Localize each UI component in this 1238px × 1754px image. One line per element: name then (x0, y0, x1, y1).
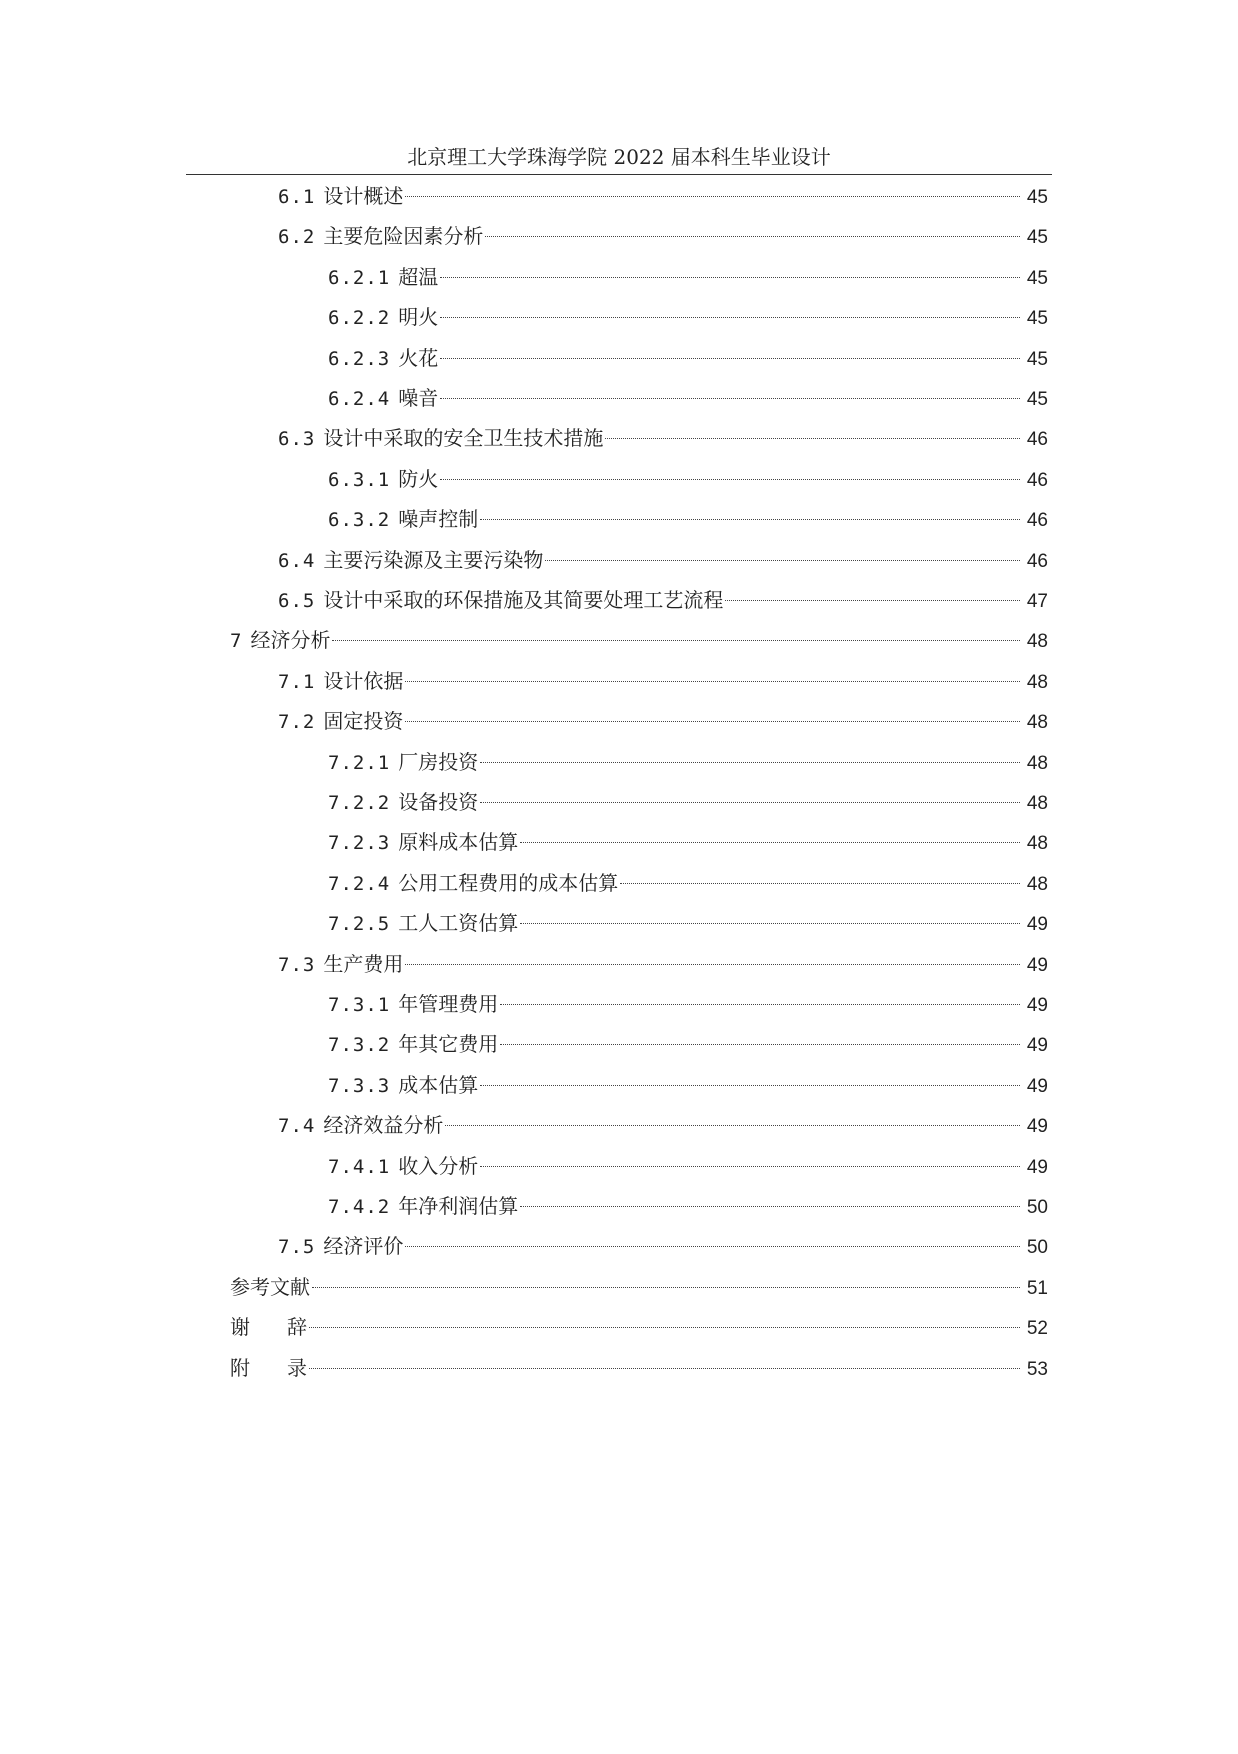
toc-entry-number: 6.2.4 (328, 388, 391, 410)
toc-entry-title: 生产费用 (323, 952, 404, 976)
toc-entry-title: 厂房投资 (398, 750, 479, 774)
dot-leader (520, 842, 1020, 843)
toc-entry[interactable] (328, 984, 1048, 1024)
toc-entry-page-number: 48 (1026, 631, 1048, 652)
toc-entry-number: 6.3.1 (328, 469, 391, 491)
toc-entry-number: 7.4.2 (328, 1196, 391, 1218)
toc-entry-number: 7.2.5 (328, 913, 391, 935)
toc-entry[interactable] (278, 580, 1048, 620)
toc-entry[interactable] (328, 822, 1048, 862)
toc-entry[interactable] (328, 1024, 1048, 1064)
toc-entry-page-number: 45 (1026, 389, 1048, 410)
toc-entry[interactable] (278, 1226, 1048, 1266)
toc-entry-title: 防火 (398, 467, 439, 491)
toc-entry[interactable] (328, 903, 1048, 943)
toc-entry[interactable] (328, 742, 1048, 782)
toc-entry-title: 经济效益分析 (323, 1113, 444, 1137)
toc-entry-page-number: 50 (1026, 1197, 1048, 1218)
dot-leader (312, 1287, 1020, 1288)
toc-entry-title: 参考文献 (230, 1275, 310, 1299)
dot-leader (725, 600, 1020, 601)
dot-leader (500, 1004, 1020, 1005)
toc-entry-title: 噪音 (398, 386, 439, 410)
toc-entry-number: 7.3 (278, 954, 316, 976)
toc-entry-number: 6.2.2 (328, 307, 391, 329)
toc-entry-page-number: 48 (1026, 672, 1048, 693)
dot-leader (332, 640, 1020, 641)
dot-leader (440, 317, 1020, 318)
toc-entry-page-number: 49 (1026, 1035, 1048, 1056)
toc-entry-page-number: 49 (1026, 1116, 1048, 1137)
toc-entry[interactable] (230, 1307, 1048, 1347)
toc-entry-page-number: 45 (1026, 308, 1048, 329)
toc-entry-number: 7.3.3 (328, 1075, 391, 1097)
toc-entry-title: 工人工资估算 (398, 911, 519, 935)
toc-entry-title: 设计概述 (323, 184, 404, 208)
dot-leader (520, 923, 1020, 924)
toc-entry[interactable] (328, 257, 1048, 297)
toc-entry-number: 7.5 (278, 1236, 316, 1258)
dot-leader (520, 1206, 1020, 1207)
toc-entry-title: 火花 (398, 346, 439, 370)
toc-entry[interactable] (328, 1065, 1048, 1105)
dot-leader (445, 1125, 1020, 1126)
dot-leader (480, 762, 1020, 763)
dot-leader (620, 883, 1020, 884)
toc-entry-title: 经济分析 (250, 628, 331, 652)
toc-entry-page-number: 49 (1026, 995, 1048, 1016)
toc-entry-number: 7 (230, 630, 243, 652)
toc-entry-number: 7.2 (278, 711, 316, 733)
toc-entry[interactable] (278, 216, 1048, 256)
dot-leader (405, 1246, 1020, 1247)
dot-leader (500, 1044, 1020, 1045)
toc-entry-number: 6.2 (278, 226, 316, 248)
toc-entry-number: 7.3.1 (328, 994, 391, 1016)
toc-entry-number: 6.5 (278, 590, 316, 612)
toc-entry-page-number: 47 (1026, 591, 1048, 612)
toc-entry-page-number: 46 (1026, 470, 1048, 491)
dot-leader (309, 1327, 1020, 1328)
toc-entry[interactable] (328, 499, 1048, 539)
toc-entry[interactable] (278, 1105, 1048, 1145)
toc-entry-title: 年管理费用 (398, 992, 499, 1016)
toc-entry-title: 设计中采取的环保措施及其简要处理工艺流程 (323, 588, 724, 612)
toc-entry[interactable] (328, 1146, 1048, 1186)
toc-entry[interactable] (278, 944, 1048, 984)
toc-entry[interactable] (278, 701, 1048, 741)
toc-entry-number: 6.4 (278, 550, 316, 572)
toc-entry-title: 主要污染源及主要污染物 (323, 548, 544, 572)
toc-entry-number: 7.2.2 (328, 792, 391, 814)
toc-entry-page-number: 49 (1026, 1076, 1048, 1097)
toc-entry-title: 经济评价 (323, 1234, 404, 1258)
toc-entry-number: 7.2.1 (328, 752, 391, 774)
toc-entry-number: 7.1 (278, 671, 316, 693)
toc-entry-title: 主要危险因素分析 (323, 224, 484, 248)
toc-entry-number: 6.3 (278, 428, 316, 450)
toc-entry-title: 附录 (230, 1356, 344, 1380)
toc-entry-page-number: 49 (1026, 914, 1048, 935)
dot-leader (405, 681, 1020, 682)
toc-entry-title: 收入分析 (398, 1154, 479, 1178)
toc-entry-title: 超温 (398, 265, 439, 289)
dot-leader (480, 1085, 1020, 1086)
toc-entry[interactable] (328, 1186, 1048, 1226)
toc-entry[interactable] (278, 661, 1048, 701)
toc-entry-page-number: 46 (1026, 510, 1048, 531)
toc-entry[interactable] (328, 863, 1048, 903)
toc-entry-number: 7.2.3 (328, 832, 391, 854)
toc-entry-number: 6.2.3 (328, 348, 391, 370)
dot-leader (440, 358, 1020, 359)
dot-leader (440, 277, 1020, 278)
toc-entry-title: 明火 (398, 305, 439, 329)
toc-entry[interactable] (230, 1267, 1048, 1307)
toc-entry[interactable] (328, 378, 1048, 418)
toc-entry-title: 年其它费用 (398, 1032, 499, 1056)
toc-entry-title: 年净利润估算 (398, 1194, 519, 1218)
dot-leader (405, 964, 1020, 965)
toc-entry-page-number: 45 (1026, 187, 1048, 208)
toc-entry-title: 噪声控制 (398, 507, 479, 531)
toc-entry-number: 6.2.1 (328, 267, 391, 289)
toc-entry-title: 固定投资 (323, 709, 404, 733)
dot-leader (309, 1368, 1020, 1369)
dot-leader (440, 479, 1020, 480)
toc-entry-number: 7.4.1 (328, 1156, 391, 1178)
toc-entry-number: 6.3.2 (328, 509, 391, 531)
toc-entry-number: 7.3.2 (328, 1034, 391, 1056)
dot-leader (440, 398, 1020, 399)
toc-entry-number: 7.4 (278, 1115, 316, 1137)
toc-entry-title: 设备投资 (398, 790, 479, 814)
toc-entry-number: 6.1 (278, 186, 316, 208)
dot-leader (405, 196, 1020, 197)
toc-entry-title: 原料成本估算 (398, 830, 519, 854)
toc-entry-page-number: 45 (1026, 227, 1048, 248)
dot-leader (480, 802, 1020, 803)
toc-entry[interactable] (278, 176, 1048, 216)
dot-leader (480, 519, 1020, 520)
toc-entry-page-number: 48 (1026, 833, 1048, 854)
toc-entry[interactable] (230, 620, 1048, 660)
dot-leader (480, 1166, 1020, 1167)
toc-entry[interactable] (328, 459, 1048, 499)
toc-entry-page-number: 49 (1026, 1157, 1048, 1178)
page-header: 北京理工大学珠海学院 2022 届本科生毕业设计 (186, 144, 1052, 175)
toc-entry-title: 设计中采取的安全卫生技术措施 (323, 426, 604, 450)
toc-entry-page-number: 45 (1026, 268, 1048, 289)
dot-leader (485, 236, 1020, 237)
toc-entry-page-number: 52 (1026, 1318, 1048, 1339)
toc-entry[interactable] (328, 297, 1048, 337)
toc-entry-number: 7.2.4 (328, 873, 391, 895)
toc-entry-title: 成本估算 (398, 1073, 479, 1097)
toc-entry-page-number: 53 (1026, 1359, 1048, 1380)
toc-entry[interactable] (328, 782, 1048, 822)
toc-entry-page-number: 51 (1026, 1278, 1048, 1299)
toc-entry-title: 公用工程费用的成本估算 (398, 871, 619, 895)
toc-entry-page-number: 48 (1026, 793, 1048, 814)
toc-entry[interactable] (230, 1348, 1048, 1388)
dot-leader (405, 721, 1020, 722)
toc-entry-title: 谢辞 (230, 1315, 344, 1339)
toc-entry[interactable] (278, 540, 1048, 580)
toc-entry-page-number: 48 (1026, 712, 1048, 733)
toc-entry-page-number: 48 (1026, 753, 1048, 774)
toc-entry[interactable] (328, 338, 1048, 378)
toc-entry-page-number: 49 (1026, 955, 1048, 976)
toc-entry-page-number: 46 (1026, 429, 1048, 450)
dot-leader (605, 438, 1020, 439)
toc-entry-title: 设计依据 (323, 669, 404, 693)
toc-entry-page-number: 45 (1026, 349, 1048, 370)
dot-leader (545, 560, 1020, 561)
toc-entry-page-number: 48 (1026, 874, 1048, 895)
toc-entry-page-number: 46 (1026, 551, 1048, 572)
toc-entry-page-number: 50 (1026, 1237, 1048, 1258)
toc-entry[interactable] (278, 418, 1048, 458)
